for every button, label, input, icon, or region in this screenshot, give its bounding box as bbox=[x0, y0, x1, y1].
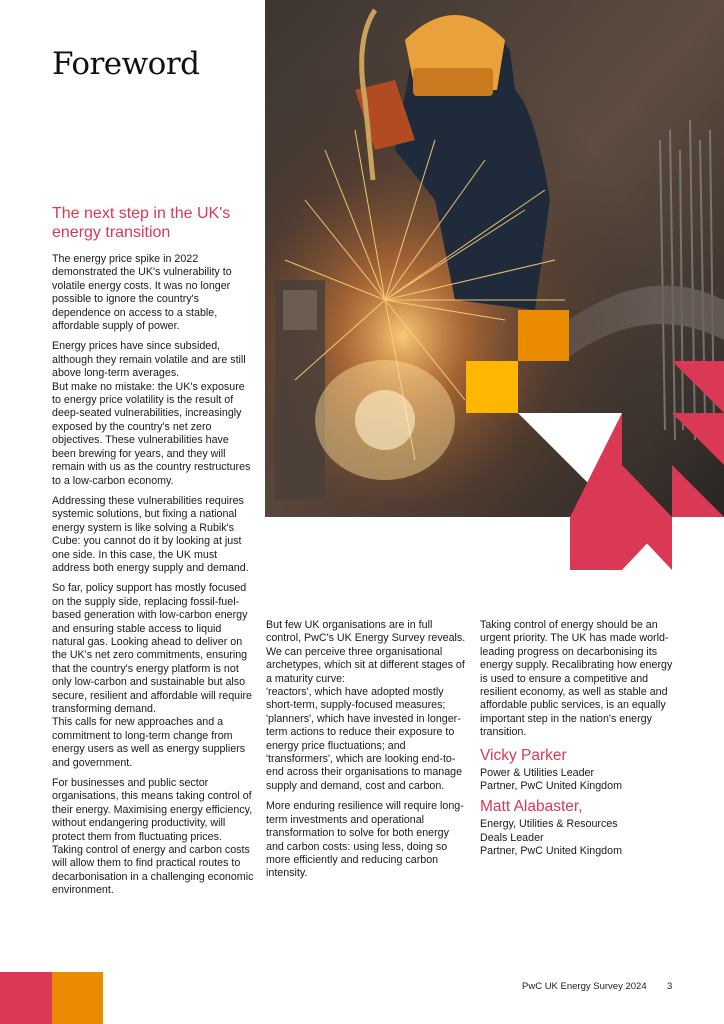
footer-page-number: 3 bbox=[667, 981, 673, 992]
signatory-role: Energy, Utilities & Resources Deals Leader Partner, PwC United Kingdom bbox=[480, 818, 622, 858]
signatory-role: Power & Utilities Leader Partner, PwC United Kingdom bbox=[480, 766, 622, 793]
signatory-name: Matt Alabaster, bbox=[480, 798, 583, 816]
paragraph: So far, policy support has mostly focused on the supply side, replacing fossil-fuel-based generation with low-carbon energy and ensuring stable access to liquid natural gas. Looking ahead to deliver on the UK's net zero commitments, ensuring that the country's energy platform is not only low-carbon and sustainable but also secure, resilient and affordable will require transforming demand. This calls for new approaches and a commitment to long-term change from energy users as well as energy suppliers and government. bbox=[52, 582, 253, 769]
column-1 bbox=[52, 253, 255, 905]
paragraph: The energy price spike in 2022 demonstrated the UK's vulnerability to volatile energy costs. It was no longer possible to ignore the country's dependence on access to a stable, affordable supply of power. bbox=[52, 253, 232, 333]
paragraph: But few UK organisations are in full control, PwC's UK Energy Survey reveals. We can perceive three organisational archetypes, which sit at different stages of a maturity curve: 'reactors', which have adopted mostly short-term, supply-focused measures; 'planners', which have invested in longer-term actions to reduce their exposure to energy price fluctuations; and 'transformers', which are looking end-to-end across their organisations to manage supply and demand, cost and carbon. bbox=[266, 619, 466, 792]
paragraph: More enduring resilience will require long-term investments and operational transformation to solve for both energy and carbon costs: using less, doing so more efficiently and reducing carbon intensity. bbox=[266, 800, 464, 880]
decorative-yellow-square bbox=[466, 361, 518, 413]
decorative-orange-square-bottom bbox=[52, 972, 103, 1024]
decorative-red-square-bottom bbox=[0, 972, 52, 1024]
paragraph: Taking control of energy should be an urgent priority. The UK has made world-leading progress on decarbonising its energy supply. Recalibrating how energy is used to ensure a competitive and resilient economy, as well as stable and affordable public services, is an equally important step in the nation's energy transition. bbox=[480, 619, 673, 739]
decorative-orange-square bbox=[518, 310, 569, 361]
paragraph: Energy prices have since subsided, although they remain volatile and are still above long-term averages. But make no mistake: the UK's exposure to energy price volatility is the result of deep-seated vulnerabilities, increasingly exposed by the country's net zero objectives. These vulnerabilities have been brewing for years, and they will remain with us as the country restructures to a low-carbon economy. bbox=[52, 340, 251, 487]
page-title: Foreword bbox=[52, 46, 200, 82]
column-2 bbox=[266, 619, 466, 888]
column-3 bbox=[480, 619, 680, 859]
decorative-red-triangles bbox=[518, 361, 724, 570]
footer-publication: PwC UK Energy Survey 2024 bbox=[522, 981, 647, 992]
paragraph: For businesses and public sector organisations, this means taking control of their energy. Maximising energy efficiency, without endangering productivity, will protect them from fluctuating prices. Taking control of energy and carbon costs will allow them to find practical routes to decarbonisation in a challenging economic environment. bbox=[52, 777, 254, 897]
page-subtitle: The next step in the UK's energy transition bbox=[52, 205, 231, 241]
signatory-name: Vicky Parker bbox=[480, 746, 567, 764]
paragraph: Addressing these vulnerabilities requires systemic solutions, but fixing a national energy system is like solving a Rubik's Cube: you cannot do it by looking at just one side. In this case, the UK must address both energy supply and demand. bbox=[52, 494, 249, 574]
